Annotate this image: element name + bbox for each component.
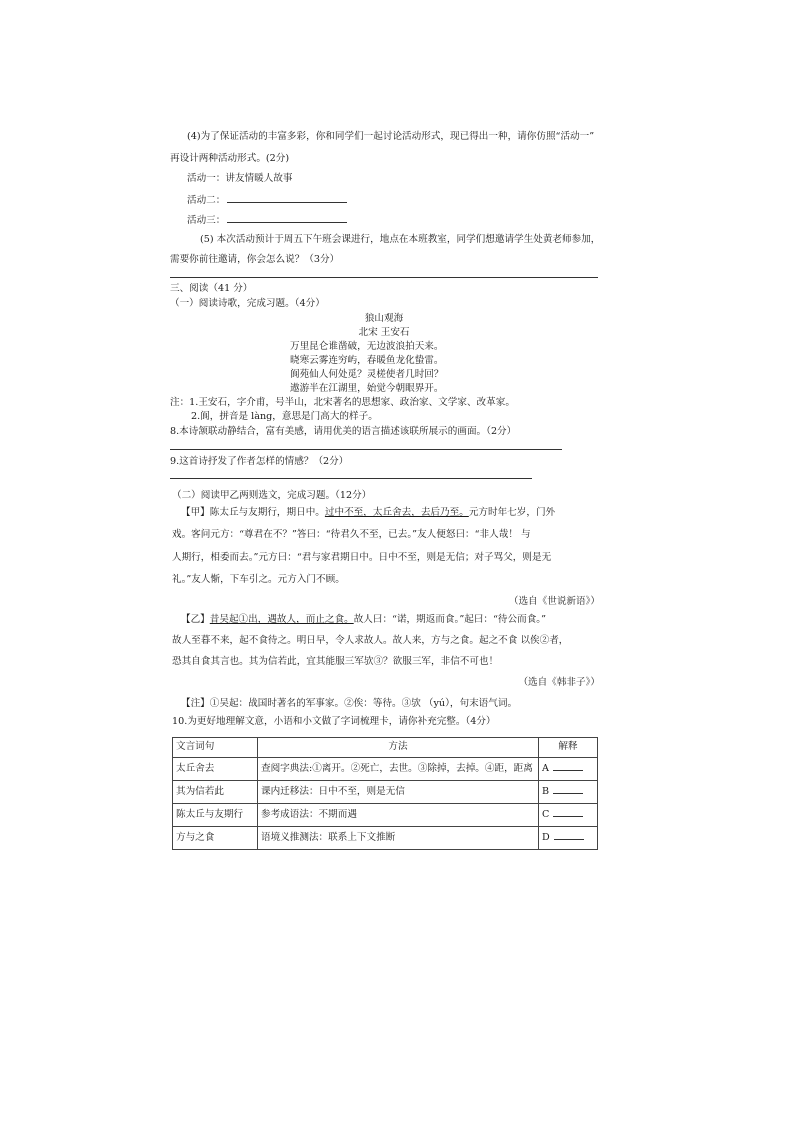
passage-jia-line4: 礼。”友人惭，下车引之。元方入门不顾。 (172, 574, 345, 585)
passage-jia-line3: 人期行，相委而去。”元方曰：“君与家君期日中。日中不至，则是无信；对子骂父，则是无 (172, 552, 552, 563)
passage-yi-underlined: 昔吴起①出，遇故人，而止之食。 (209, 614, 354, 625)
row-answer-blank[interactable] (553, 808, 583, 817)
row-phrase: 太丘舍去 (173, 758, 258, 781)
passage-yi-label: 【乙】 (181, 614, 210, 625)
header-phrase: 文言词句 (173, 738, 258, 758)
poem-note-1: 注：1.王安石，字介甫，号半山，北宋著名的思想家、政治家、文学家、改革家。 (170, 397, 515, 408)
passage-jia-underlined: 过中不至，太丘舍去，去后乃至。 (324, 507, 469, 518)
passage-yi-source: （选自《韩非子》） (518, 677, 600, 688)
activity-two-blank[interactable] (227, 193, 347, 203)
row-answer-label: A (542, 763, 549, 774)
passage-yi-note: 【注】①吴起：战国时著名的军事家。②俟：等待。③欤 （yú），句末语气词。 (181, 698, 518, 709)
part-two-title: （二）阅读甲乙两则选文，完成习题。（12分） (172, 490, 372, 501)
answer-line-q5[interactable] (170, 277, 598, 278)
poem-title: 狼山观海 (364, 313, 404, 324)
passage-yi-line3: 恐其自食其言也。其为信若此，宜其能服三军欤③？欲服三军，非信不可也！ (172, 656, 499, 667)
passage-yi-line2: 故人至暮不来，起不食待之。明日早，令人求故人。故人来，方与之食。起之不食 以俟②者， (172, 635, 569, 646)
question-9: 9.这首诗抒发了作者怎样的情感？（2分） (170, 456, 349, 467)
row-answer-cell[interactable] (539, 827, 598, 850)
passage-yi-line1 (181, 614, 546, 626)
passage-jia-line1-start: 陈太丘与友期行，期日中。 (209, 507, 325, 518)
row-answer-label: D (542, 832, 550, 843)
poem-line-4: 遨游半在江湖里，始觉今朝眼界开。 (290, 383, 444, 394)
row-answer-blank[interactable] (553, 762, 583, 771)
passage-jia-line1 (181, 507, 555, 519)
question-10: 10.为更好地理解文意，小语和小文做了字词梳理卡，请你补充完整。（4分） (172, 716, 496, 727)
poem-author: 北宋 王安石 (358, 327, 410, 338)
activity-three-blank[interactable] (227, 213, 347, 223)
row-answer-label: B (542, 786, 550, 797)
table-row (173, 804, 598, 827)
table-row (173, 827, 598, 850)
row-answer-cell[interactable] (539, 758, 598, 781)
table-row (173, 758, 598, 781)
row-method: 课内迁移法：日中不至，则是无信 (258, 781, 539, 804)
question-8: 8.本诗颔联动静结合，富有美感，请用优美的语言描述该联所展示的画面。（2分） (170, 426, 517, 437)
passage-jia-line1-end: 元方时年七岁，门外 (468, 507, 556, 518)
activity-three (187, 213, 347, 227)
table-header-row (173, 738, 598, 758)
activity-three-label: 活动三： (187, 215, 226, 226)
row-phrase: 方与之食 (173, 827, 258, 850)
poem-line-1: 万里昆仑谁凿破，无边波浪拍天来。 (290, 341, 444, 352)
row-answer-cell[interactable] (539, 781, 598, 804)
row-method: 查阅字典法:①离开。②死亡，去世。③除掉，去掉。④距，距离 (258, 758, 539, 781)
poem-line-3: 阆苑仙人何处觅？灵槎使者几时回？ (290, 369, 444, 380)
section-three-title: 三、阅读（41 分） (170, 283, 253, 294)
part-one-title: （一）阅读诗歌，完成习题。（4分） (170, 298, 325, 309)
question-5-line2: 需要你前往邀请，你会怎么说？（3分） (170, 254, 340, 265)
answer-line-q8[interactable] (170, 449, 562, 450)
header-explanation: 解释 (539, 738, 598, 758)
row-phrase: 陈太丘与友期行 (173, 804, 258, 827)
table-row (173, 781, 598, 804)
passage-jia-line2: 戏。客问元方：“尊君在不？”答曰：“待君久不至，已去。”友人便怒曰：“非人哉！ 与 (172, 529, 531, 540)
passage-jia-source: （选自《世说新语》） (508, 596, 600, 607)
row-method: 参考成语法：不期而遇 (258, 804, 539, 827)
answer-line-q9[interactable] (170, 478, 532, 479)
activity-one: 活动一：讲友情暖人故事 (187, 173, 293, 184)
question-4-line2: 再设计两种活动形式。(2分) (170, 153, 290, 164)
row-answer-blank[interactable] (554, 831, 584, 840)
row-method: 语境义推测法：联系上下文推断 (258, 827, 539, 850)
poem-note-2: 2.阆，拼音是 làng，意思是门高大的样子。 (191, 411, 378, 422)
row-answer-blank[interactable] (553, 785, 583, 794)
word-card-table (172, 737, 598, 850)
passage-jia-label: 【甲】 (181, 507, 210, 518)
row-answer-label: C (542, 809, 550, 820)
row-phrase: 其为信若此 (173, 781, 258, 804)
activity-two-label: 活动二： (187, 195, 226, 206)
passage-yi-line1-end: 故人曰：“诺，期返而食。”起曰：“待公而食。” (353, 614, 546, 625)
question-4-line1: (4)为了保证活动的丰富多彩，你和同学们一起讨论活动形式，现已得出一种，请你仿照“活动一” (187, 131, 595, 142)
row-answer-cell[interactable] (539, 804, 598, 827)
poem-line-2: 晓寒云雾连穷屿，春暖鱼龙化蛰雷。 (290, 355, 444, 366)
activity-two (187, 193, 347, 207)
header-method: 方法 (258, 738, 539, 758)
question-5-line1: (5) 本次活动预计于周五下午班会课进行，地点在本班教室，同学们想邀请学生处黄老师参加， (200, 234, 601, 245)
